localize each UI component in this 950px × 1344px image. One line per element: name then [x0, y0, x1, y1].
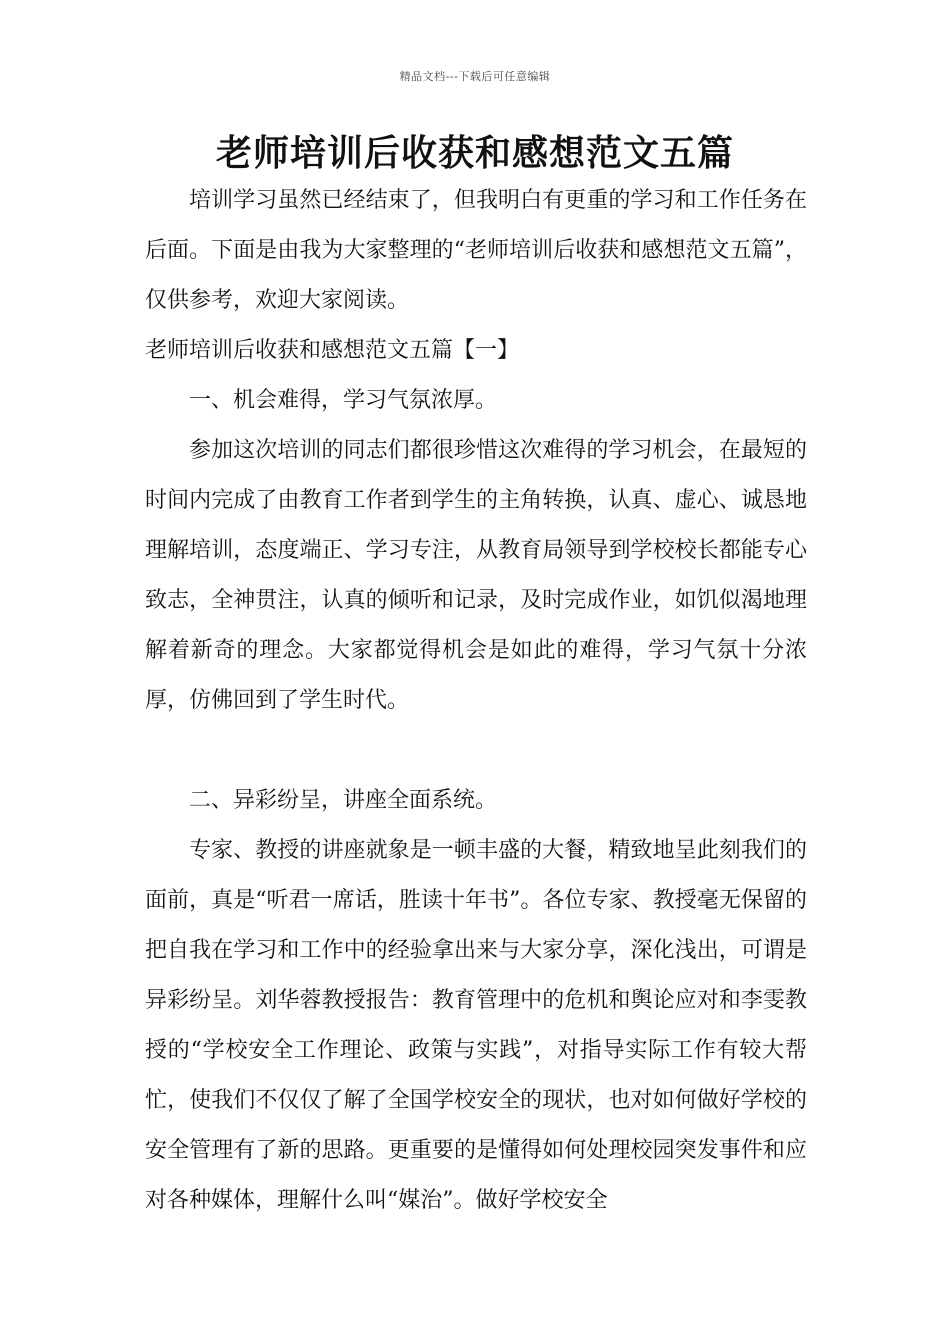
section-heading-one: 老师培训后收获和感想范文五篇【一】: [145, 338, 520, 363]
intro-paragraph: 培训学习虽然已经结束了，但我明白有更重的学习和工作任务在后面。下面是由我为大家整理的“老师培训后收获和感想范文五篇”，仅供参考，欢迎大家阅读。: [145, 188, 807, 313]
body-paragraph-lectures: 专家、教授的讲座就象是一顿丰盛的大餐，精致地呈此刻我们的面前，真是“听君一席话，胜读十年书”。各位专家、教授毫无保留的把自我在学习和工作中的经验拿出来与大家分享，深化浅出，可谓是异彩纷呈。刘华蓉教授报告：教育管理中的危机和舆论应对和李雯教授的“学校安全工作理论、政策与实践”，对指导实际工作有较大帮忙，使我们不仅仅了解了全国学校安全的现状，也对如何做好学校的安全管理有了新的思路。更重要的是懂得如何处理校园突发事件和应对各种媒体，理解什么叫“媒治”。做好学校安全: [145, 838, 807, 1213]
subheading-lectures: 二、异彩纷呈，讲座全面系统。: [189, 788, 498, 813]
document-title: 老师培训后收获和感想范文五篇: [215, 132, 734, 174]
subheading-opportunity: 一、机会难得，学习气氛浓厚。: [189, 388, 498, 413]
header-note: 精品文档---下载后可任意编辑: [399, 70, 551, 83]
document-body: [145, 176, 807, 1226]
body-paragraph-opportunity: 参加这次培训的同志们都很珍惜这次难得的学习机会，在最短的时间内完成了由教育工作者到学生的主角转换，认真、虚心、诚恳地理解培训，态度端正、学习专注，从教育局领导到学校校长都能专心致志，全神贯注，认真的倾听和记录，及时完成作业，如饥似渴地理解着新奇的理念。大家都觉得机会是如此的难得，学习气氛十分浓厚，仿佛回到了学生时代。: [145, 438, 807, 713]
